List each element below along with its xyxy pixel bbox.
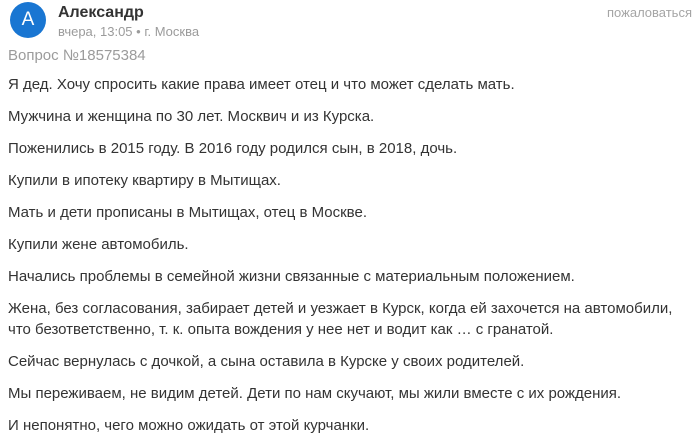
author-block: [58, 2, 199, 40]
question-paragraph: Я дед. Хочу спросить какие права имеет отец и что может сделать мать.: [8, 76, 515, 93]
question-paragraph: Мы переживаем, не видим детей. Дети по нам скучают, мы жили вместе с их рождения.: [8, 385, 622, 402]
question-paragraph: Мать и дети прописаны в Мытищах, отец в Москве.: [8, 204, 367, 221]
question-paragraph: Купили жене автомобиль.: [8, 236, 189, 253]
author-header: [8, 2, 692, 40]
avatar[interactable]: А: [10, 2, 46, 38]
question-paragraph: Сейчас вернулась с дочкой, а сына оставила в Курске у своих родителей.: [8, 353, 525, 370]
question-body: [8, 74, 692, 436]
author-name[interactable]: Александр: [58, 4, 144, 21]
question-paragraph: Жена, без согласования, забирает детей и уезжает в Курск, когда ей захочется на автомобили, что безответственно, т. к. опыта вождения у нее нет и водит как … с гранатой.: [8, 300, 673, 338]
question-paragraph: Начались проблемы в семейной жизни связанные с материальным положением.: [8, 268, 575, 285]
question-paragraph: Мужчина и женщина по 30 лет. Москвич и из Курска.: [8, 108, 375, 125]
question-number: Вопрос №18575384: [8, 47, 146, 64]
author-meta: вчера, 13:05 • г. Москва: [58, 24, 200, 39]
question-paragraph: Поженились в 2015 году. В 2016 году родился сын, в 2018, дочь.: [8, 140, 458, 157]
question-paragraph: Купили в ипотеку квартиру в Мытищах.: [8, 172, 281, 189]
question-paragraph: И непонятно, чего можно ожидать от этой курчанки.: [8, 417, 370, 434]
report-link[interactable]: пожаловаться: [607, 5, 692, 20]
